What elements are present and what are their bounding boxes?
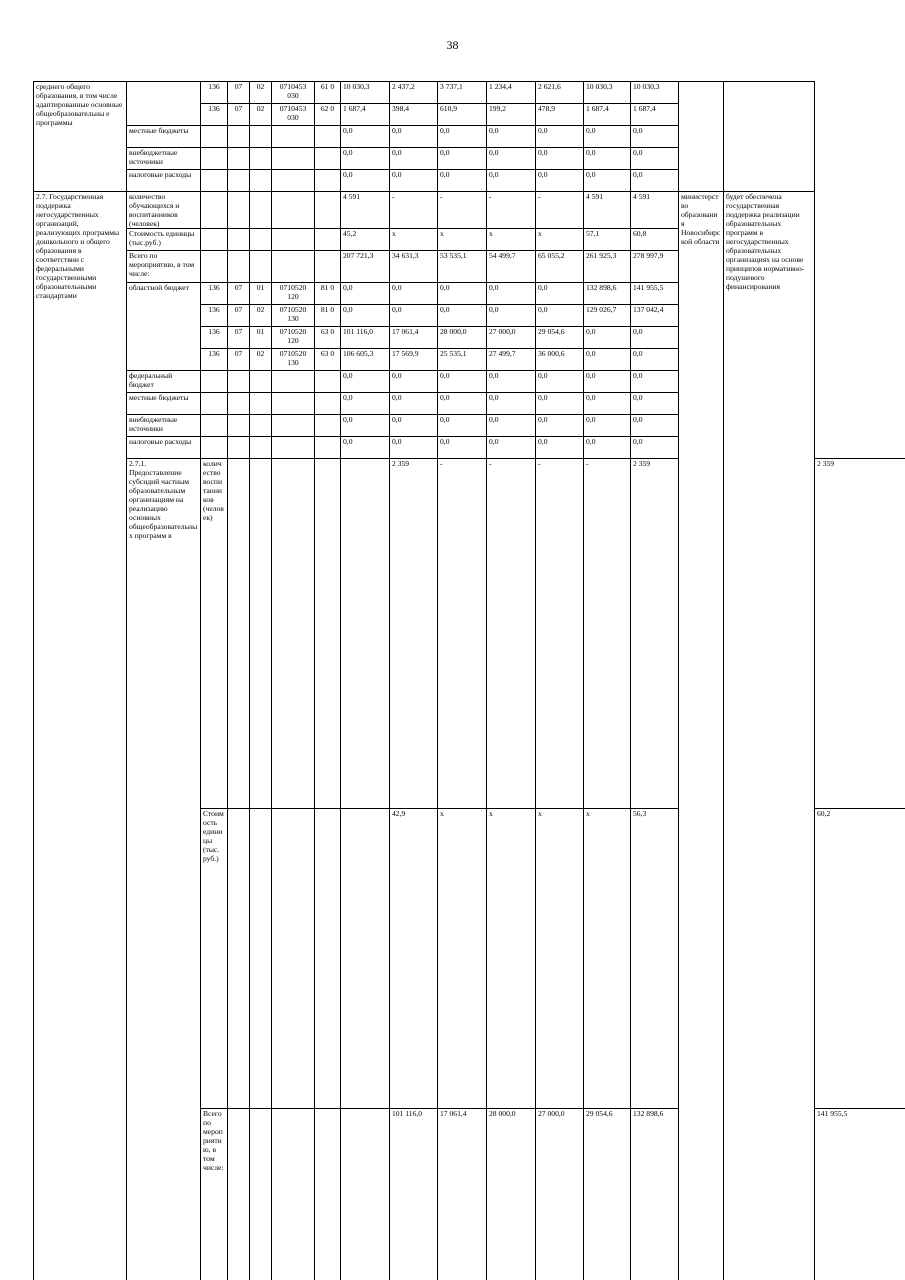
value-cell: 27 000,0 <box>536 1109 584 1280</box>
value-cell: 3 737,1 <box>438 82 487 104</box>
source-label: внебюджетные источники <box>127 148 201 170</box>
value-cell: 101 116,0 <box>341 327 390 349</box>
value-cell: 0,0 <box>341 283 390 305</box>
code-cell: 02 <box>250 82 272 104</box>
value-cell: 28 000,0 <box>487 1109 536 1280</box>
value-cell: 53 535,1 <box>438 251 487 283</box>
empty-cell <box>250 415 272 437</box>
value-cell: 0,0 <box>438 126 487 148</box>
value-cell: 25 535,1 <box>438 349 487 371</box>
value-cell: 141 955,5 <box>631 283 679 305</box>
value-cell: 132 898,6 <box>631 1109 679 1280</box>
value-cell: 0,0 <box>536 371 584 393</box>
code-cell: 61 0 <box>315 82 341 104</box>
indicator-label: Всего по мероприятию, в том числе: <box>127 251 201 283</box>
indicator-label: Всего по мероприятию, в том числе: <box>201 1109 228 1280</box>
value-cell: х <box>536 229 584 251</box>
value-cell: 17 569,9 <box>390 349 438 371</box>
empty-cell <box>272 1109 315 1280</box>
value-cell: 0,0 <box>487 170 536 192</box>
empty-cell <box>272 170 315 192</box>
indicator-label: количество обучающихся и воспитанников (человек) <box>127 192 201 229</box>
activity-name: 2.7. Государственная поддержка негосударственных организаций, реализующих программы дошкольного и общего образования в соответствии с федеральными государственными образовательными стандартами <box>34 192 127 1280</box>
code-cell: 136 <box>201 305 228 327</box>
empty-cell <box>201 251 228 283</box>
value-cell: 0,0 <box>536 415 584 437</box>
value-cell: 0,0 <box>390 170 438 192</box>
empty-cell <box>201 393 228 415</box>
value-cell: х <box>487 808 536 1109</box>
value-cell: 0,0 <box>487 437 536 459</box>
source-label: местные бюджеты <box>127 126 201 148</box>
code-cell: 0710520 130 <box>272 349 315 371</box>
value-cell: х <box>438 229 487 251</box>
code-cell: 136 <box>201 349 228 371</box>
value-cell: 27 000,0 <box>487 327 536 349</box>
empty-cell <box>315 808 341 1109</box>
empty-cell <box>250 148 272 170</box>
empty-cell <box>201 170 228 192</box>
empty-cell <box>250 393 272 415</box>
code-cell: 136 <box>201 104 228 126</box>
value-cell: 261 925,3 <box>584 251 631 283</box>
empty-cell <box>315 415 341 437</box>
empty-cell <box>250 170 272 192</box>
table-row <box>34 82 905 104</box>
value-cell: 0,0 <box>341 126 390 148</box>
empty-cell <box>228 229 250 251</box>
value-cell: х <box>487 229 536 251</box>
value-cell: 0,0 <box>438 415 487 437</box>
empty-cell <box>315 229 341 251</box>
value-cell: 0,0 <box>438 283 487 305</box>
value-cell: 0,0 <box>584 393 631 415</box>
value-cell: 10 030,3 <box>341 82 390 104</box>
value-cell: 60,2 <box>815 808 905 1109</box>
value-cell: 0,0 <box>631 349 679 371</box>
value-cell: 0,0 <box>536 283 584 305</box>
value-cell: 2 359 <box>815 459 905 809</box>
source-label: федеральный бюджет <box>127 371 201 393</box>
value-cell: 28 000,0 <box>438 327 487 349</box>
empty-cell <box>315 459 341 809</box>
value-cell: 4 591 <box>631 192 679 229</box>
value-cell: 0,0 <box>536 305 584 327</box>
indicator-cell <box>127 82 201 126</box>
value-cell: 478,9 <box>536 104 584 126</box>
empty-cell <box>228 371 250 393</box>
value-cell: 0,0 <box>438 305 487 327</box>
value-cell: 0,0 <box>390 148 438 170</box>
empty-cell <box>250 251 272 283</box>
value-cell: 0,0 <box>631 415 679 437</box>
value-cell: 36 000,6 <box>536 349 584 371</box>
code-cell: 01 <box>250 327 272 349</box>
value-cell: 54 499,7 <box>487 251 536 283</box>
value-cell: 0,0 <box>390 393 438 415</box>
code-cell: 81 0 <box>315 283 341 305</box>
value-cell: 141 955,5 <box>815 1109 905 1280</box>
code-cell: 136 <box>201 82 228 104</box>
value-cell: 0,0 <box>487 415 536 437</box>
code-cell: 136 <box>201 327 228 349</box>
code-cell: 62 0 <box>315 104 341 126</box>
value-cell: 0,0 <box>536 148 584 170</box>
empty-cell <box>315 1109 341 1280</box>
empty-cell <box>228 148 250 170</box>
empty-cell <box>272 126 315 148</box>
value-cell: 0,0 <box>341 170 390 192</box>
value-cell: 0,0 <box>487 305 536 327</box>
code-cell: 07 <box>228 104 250 126</box>
code-cell: 0710520 120 <box>272 283 315 305</box>
empty-cell <box>250 808 272 1109</box>
source-label: областной бюджет <box>127 283 201 371</box>
empty-cell <box>228 437 250 459</box>
code-cell: 07 <box>228 305 250 327</box>
empty-cell <box>341 808 390 1109</box>
value-cell: 0,0 <box>631 148 679 170</box>
value-cell: 0,0 <box>341 305 390 327</box>
value-cell: 207 721,3 <box>341 251 390 283</box>
value-cell: 0,0 <box>390 437 438 459</box>
source-label: внебюджетные источники <box>127 415 201 437</box>
program-table <box>33 81 905 1280</box>
value-cell: - <box>390 192 438 229</box>
value-cell: 45,2 <box>341 229 390 251</box>
value-cell: 29 054,6 <box>536 327 584 349</box>
empty-cell <box>201 415 228 437</box>
value-cell: 0,0 <box>536 393 584 415</box>
value-cell: 1 234,4 <box>487 82 536 104</box>
value-cell: 2 437,2 <box>390 82 438 104</box>
source-label: налоговые расходы <box>127 437 201 459</box>
value-cell: 0,0 <box>341 437 390 459</box>
value-cell: 0,0 <box>584 327 631 349</box>
executor-cell <box>679 82 724 192</box>
value-cell: 0,0 <box>536 170 584 192</box>
value-cell: 0,0 <box>390 415 438 437</box>
value-cell: 0,0 <box>487 126 536 148</box>
empty-cell <box>272 229 315 251</box>
value-cell: 0,0 <box>584 437 631 459</box>
code-cell: 02 <box>250 349 272 371</box>
source-label: местные бюджеты <box>127 393 201 415</box>
value-cell: 17 061,4 <box>438 1109 487 1280</box>
empty-cell <box>250 371 272 393</box>
value-cell: 0,0 <box>341 371 390 393</box>
code-cell: 07 <box>228 327 250 349</box>
value-cell: 0,0 <box>584 148 631 170</box>
empty-cell <box>315 251 341 283</box>
code-cell: 0710520 130 <box>272 305 315 327</box>
empty-cell <box>201 192 228 229</box>
value-cell: 27 499,7 <box>487 349 536 371</box>
empty-cell <box>201 371 228 393</box>
value-cell: 0,0 <box>487 393 536 415</box>
value-cell: 0,0 <box>341 393 390 415</box>
empty-cell <box>272 393 315 415</box>
empty-cell <box>272 251 315 283</box>
value-cell: 0,0 <box>631 371 679 393</box>
empty-cell <box>272 371 315 393</box>
table-row <box>34 192 905 229</box>
code-cell: 02 <box>250 104 272 126</box>
result-cell <box>724 82 815 192</box>
empty-cell <box>228 1109 250 1280</box>
value-cell: 56,3 <box>631 808 679 1109</box>
value-cell: 0,0 <box>341 148 390 170</box>
value-cell: 0,0 <box>584 349 631 371</box>
empty-cell <box>250 459 272 809</box>
value-cell: х <box>584 808 631 1109</box>
value-cell: 10 030,3 <box>584 82 631 104</box>
empty-cell <box>272 459 315 809</box>
empty-cell <box>315 148 341 170</box>
value-cell: 0,0 <box>438 371 487 393</box>
value-cell: 278 997,9 <box>631 251 679 283</box>
code-cell: 81 0 <box>315 305 341 327</box>
empty-cell <box>315 192 341 229</box>
value-cell: х <box>390 229 438 251</box>
value-cell: 0,0 <box>536 126 584 148</box>
value-cell: - <box>487 459 536 809</box>
empty-cell <box>228 126 250 148</box>
empty-cell <box>228 393 250 415</box>
value-cell: 132 898,6 <box>584 283 631 305</box>
value-cell: - <box>487 192 536 229</box>
value-cell: 0,0 <box>584 126 631 148</box>
value-cell: 0,0 <box>438 148 487 170</box>
value-cell: 29 054,6 <box>584 1109 631 1280</box>
value-cell: - <box>584 459 631 809</box>
value-cell: 60,8 <box>631 229 679 251</box>
value-cell: 0,0 <box>631 327 679 349</box>
empty-cell <box>341 1109 390 1280</box>
value-cell: 2 359 <box>631 459 679 809</box>
empty-cell <box>315 393 341 415</box>
empty-cell <box>315 170 341 192</box>
value-cell: 0,0 <box>390 126 438 148</box>
value-cell: 129 026,7 <box>584 305 631 327</box>
empty-cell <box>228 808 250 1109</box>
value-cell: 0,0 <box>631 393 679 415</box>
value-cell: 0,0 <box>584 415 631 437</box>
indicator-label: Стоимость единицы (тыс. руб.) <box>201 808 228 1109</box>
empty-cell <box>201 148 228 170</box>
indicator-label: количество воспитанников (человек) <box>201 459 228 809</box>
value-cell: - <box>438 459 487 809</box>
value-cell: 101 116,0 <box>390 1109 438 1280</box>
empty-cell <box>272 808 315 1109</box>
empty-cell <box>250 1109 272 1280</box>
empty-cell <box>201 229 228 251</box>
value-cell: - <box>536 192 584 229</box>
code-cell: 07 <box>228 283 250 305</box>
empty-cell <box>228 192 250 229</box>
code-cell: 136 <box>201 283 228 305</box>
value-cell: - <box>438 192 487 229</box>
code-cell: 0710520 120 <box>272 327 315 349</box>
source-label: налоговые расходы <box>127 170 201 192</box>
code-cell: 0710453 030 <box>272 104 315 126</box>
empty-cell <box>315 126 341 148</box>
value-cell: 34 631,3 <box>390 251 438 283</box>
value-cell: 199,2 <box>487 104 536 126</box>
empty-cell <box>228 415 250 437</box>
value-cell: 0,0 <box>584 371 631 393</box>
empty-cell <box>228 170 250 192</box>
empty-cell <box>315 371 341 393</box>
code-cell: 07 <box>228 82 250 104</box>
value-cell: - <box>536 459 584 809</box>
code-cell: 63 0 <box>315 349 341 371</box>
activity-name: среднего общего образования, в том числе адаптированные основные общеобразовательны е программы <box>34 82 127 192</box>
code-cell: 63 0 <box>315 327 341 349</box>
value-cell: 42,9 <box>390 808 438 1109</box>
empty-cell <box>228 459 250 809</box>
empty-cell <box>201 126 228 148</box>
empty-cell <box>228 251 250 283</box>
empty-cell <box>272 148 315 170</box>
empty-cell <box>250 126 272 148</box>
page-number: 38 <box>0 38 905 53</box>
value-cell: 0,0 <box>390 371 438 393</box>
value-cell: 0,0 <box>631 437 679 459</box>
value-cell: 0,0 <box>631 170 679 192</box>
empty-cell <box>250 192 272 229</box>
value-cell: 17 061,4 <box>390 327 438 349</box>
code-cell: 07 <box>228 349 250 371</box>
activity-name: 2.7.1. Предоставление субсидий частным образовательным организациям на реализацию основных общеобразовательны х программ в <box>127 459 201 1280</box>
value-cell: 4 591 <box>341 192 390 229</box>
value-cell: х <box>438 808 487 1109</box>
value-cell: 4 591 <box>584 192 631 229</box>
value-cell: 0,0 <box>487 283 536 305</box>
empty-cell <box>250 229 272 251</box>
empty-cell <box>201 437 228 459</box>
value-cell: х <box>536 808 584 1109</box>
value-cell: 2 359 <box>390 459 438 809</box>
value-cell: 0,0 <box>390 283 438 305</box>
code-cell: 02 <box>250 305 272 327</box>
value-cell: 398,4 <box>390 104 438 126</box>
value-cell: 0,0 <box>536 437 584 459</box>
empty-cell <box>315 437 341 459</box>
value-cell: 1 687,4 <box>584 104 631 126</box>
value-cell: 0,0 <box>487 148 536 170</box>
empty-cell <box>272 437 315 459</box>
empty-cell <box>272 415 315 437</box>
value-cell: 2 621,6 <box>536 82 584 104</box>
value-cell: 106 605,3 <box>341 349 390 371</box>
value-cell: 0,0 <box>390 305 438 327</box>
empty-cell <box>341 459 390 809</box>
value-cell: 1 687,4 <box>341 104 390 126</box>
code-cell: 0710453 030 <box>272 82 315 104</box>
value-cell: 10 030,3 <box>631 82 679 104</box>
code-cell: 01 <box>250 283 272 305</box>
value-cell: 610,9 <box>438 104 487 126</box>
value-cell: 0,0 <box>438 393 487 415</box>
value-cell: 0,0 <box>631 126 679 148</box>
empty-cell <box>272 192 315 229</box>
value-cell: 137 042,4 <box>631 305 679 327</box>
value-cell: 0,0 <box>341 415 390 437</box>
value-cell: 65 055,2 <box>536 251 584 283</box>
empty-cell <box>250 437 272 459</box>
value-cell: 57,1 <box>584 229 631 251</box>
value-cell: 0,0 <box>438 170 487 192</box>
value-cell: 0,0 <box>584 170 631 192</box>
value-cell: 0,0 <box>487 371 536 393</box>
result-cell: будет обеспечена государственная поддержка реализации образовательных программ в негосударственных образовательных организациях на основе принципов нормативно-подушевого финансирования <box>724 192 815 1280</box>
executor-cell: министерство образования Новосибирской области <box>679 192 724 1280</box>
value-cell: 0,0 <box>438 437 487 459</box>
value-cell: 1 687,4 <box>631 104 679 126</box>
indicator-label: Стоимость единицы (тыс.руб.) <box>127 229 201 251</box>
